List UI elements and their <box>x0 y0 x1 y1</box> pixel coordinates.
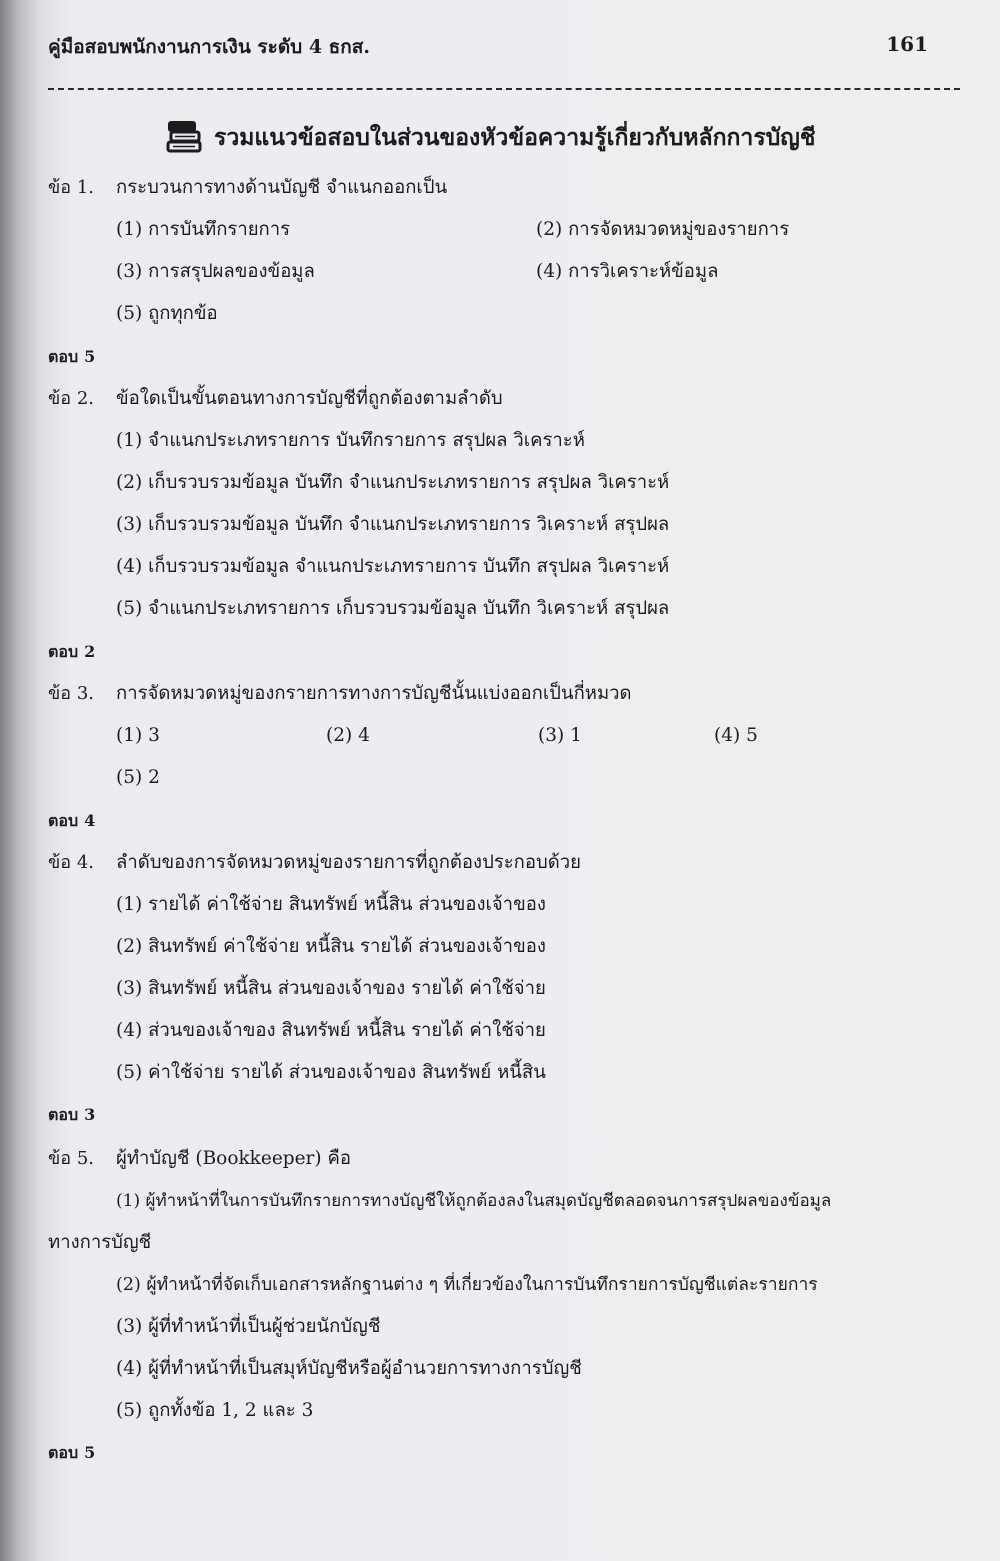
question-number: ข้อ 5. <box>48 1148 95 1169</box>
option: (1) รายได้ ค่าใช้จ่าย สินทรัพย์ หนี้สิน ส่วนของเจ้าของ <box>116 894 546 915</box>
option: (2) เก็บรวบรวมข้อมูล บันทึก จำแนกประเภทรายการ สรุปผล วิเคราะห์ <box>116 472 670 493</box>
option: (2) สินทรัพย์ ค่าใช้จ่าย หนี้สิน รายได้ ส่วนของเจ้าของ <box>116 936 546 957</box>
option: (4) ผู้ที่ทำหน้าที่เป็นสมุห์บัญชีหรือผู้อำนวยการทางการบัญชี <box>116 1358 582 1379</box>
answer-label: ตอบ <box>48 347 79 366</box>
question-text: ข้อใดเป็นขั้นตอนทางการบัญชีที่ถูกต้องตามลำดับ <box>116 388 503 409</box>
answer <box>48 1103 95 1127</box>
option: (2) 4 <box>326 725 370 746</box>
option: (4) ส่วนของเจ้าของ สินทรัพย์ หนี้สิน รายได้ ค่าใช้จ่าย <box>116 1020 546 1041</box>
option: (4) เก็บรวบรวมข้อมูล จำแนกประเภทรายการ บันทึก สรุปผล วิเคราะห์ <box>116 556 670 577</box>
answer <box>48 345 95 369</box>
answer-label: ตอบ <box>48 1105 79 1124</box>
option: (5) 2 <box>116 767 160 788</box>
option: (3) ผู้ที่ทำหน้าที่เป็นผู้ช่วยนักบัญชี <box>116 1316 381 1337</box>
answer <box>48 809 95 833</box>
page-header <box>48 32 928 62</box>
option: (3) การสรุปผลของข้อมูล <box>116 261 315 282</box>
answer-value: 2 <box>84 642 96 661</box>
option: (1) จำแนกประเภทรายการ บันทึกรายการ สรุปผล วิเคราะห์ <box>116 430 585 451</box>
option: (1) ผู้ทำหน้าที่ในการบันทึกรายการทางบัญชีให้ถูกต้องลงในสมุดบัญชีตลอดจนการสรุปผลของข้อมูล <box>116 1191 832 1211</box>
option: (2) ผู้ทำหน้าที่จัดเก็บเอกสารหลักฐานต่าง ๆ ที่เกี่ยวข้องในการบันทึกรายการบัญชีแต่ละรายการ <box>116 1275 818 1295</box>
answer-value: 5 <box>84 347 96 366</box>
answer <box>48 1441 95 1465</box>
running-title: คู่มือสอบพนักงานการเงิน ระดับ 4 ธกส. <box>48 36 370 58</box>
question-text: ลำดับของการจัดหมวดหมู่ของรายการที่ถูกต้องประกอบด้วย <box>116 852 581 873</box>
option: (3) 1 <box>538 725 582 746</box>
question-number: ข้อ 1. <box>48 177 95 198</box>
option: (2) การจัดหมวดหมู่ของรายการ <box>536 219 790 240</box>
section-title: รวมแนวข้อสอบในส่วนของหัวข้อความรู้เกี่ยวกับหลักการบัญชี <box>214 124 816 151</box>
option: (3) สินทรัพย์ หนี้สิน ส่วนของเจ้าของ รายได้ ค่าใช้จ่าย <box>116 978 546 999</box>
answer-value: 4 <box>84 811 96 830</box>
option: (4) 5 <box>714 725 758 746</box>
option-continuation: ทางการบัญชี <box>48 1232 152 1253</box>
option: (1) การบันทึกรายการ <box>116 219 291 240</box>
option: (3) เก็บรวบรวมข้อมูล บันทึก จำแนกประเภทรายการ วิเคราะห์ สรุปผล <box>116 514 670 535</box>
answer-label: ตอบ <box>48 811 79 830</box>
answer-value: 3 <box>84 1105 96 1124</box>
question-text: ผู้ทำบัญชี (Bookkeeper) คือ <box>116 1148 351 1169</box>
option: (4) การวิเคราะห์ข้อมูล <box>536 261 719 282</box>
section-heading <box>164 116 816 160</box>
question-text: กระบวนการทางด้านบัญชี จำแนกออกเป็น <box>116 177 448 198</box>
dashed-divider <box>48 88 960 90</box>
option: (5) ค่าใช้จ่าย รายได้ ส่วนของเจ้าของ สินทรัพย์ หนี้สิน <box>116 1062 546 1083</box>
answer-label: ตอบ <box>48 1443 79 1462</box>
question-text: การจัดหมวดหมู่ของกรายการทางการบัญชีนั้นแบ่งออกเป็นกี่หมวด <box>116 683 632 704</box>
question-number: ข้อ 3. <box>48 683 95 704</box>
answer-value: 5 <box>84 1443 96 1462</box>
answer-label: ตอบ <box>48 642 79 661</box>
answer <box>48 640 95 664</box>
option: (5) จำแนกประเภทรายการ เก็บรวบรวมข้อมูล บันทึก วิเคราะห์ สรุปผล <box>116 598 670 619</box>
books-icon <box>164 118 204 158</box>
question-number: ข้อ 2. <box>48 388 95 409</box>
option: (5) ถูกทั้งข้อ 1, 2 และ 3 <box>116 1400 314 1421</box>
option: (5) ถูกทุกข้อ <box>116 303 218 324</box>
page-number: 161 <box>886 32 928 56</box>
question-number: ข้อ 4. <box>48 852 95 873</box>
option: (1) 3 <box>116 725 160 746</box>
